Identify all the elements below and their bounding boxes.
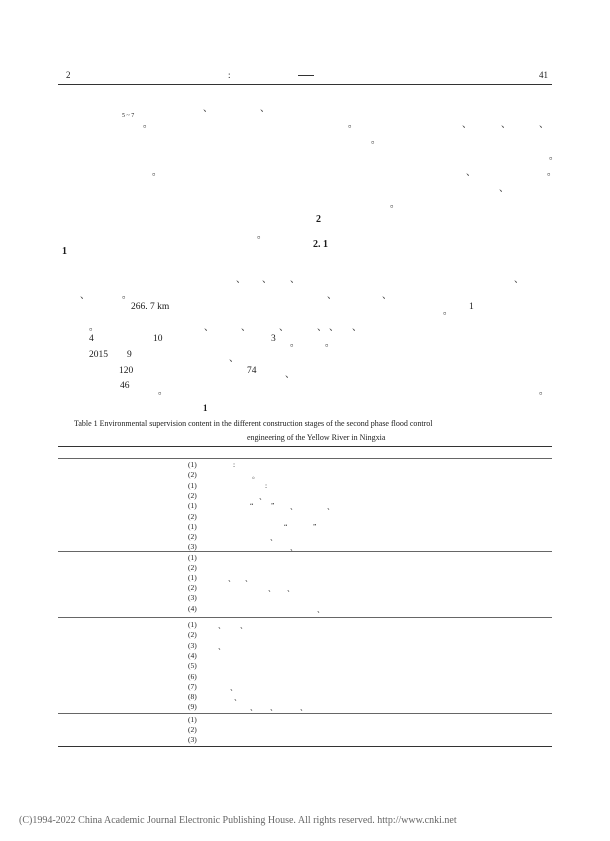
body-fragment: 、 bbox=[466, 168, 476, 178]
table-row-number: (4) bbox=[188, 650, 197, 660]
table-row-mark: 、 bbox=[240, 621, 248, 630]
paragraph-fragment: 、 bbox=[285, 370, 295, 380]
table-row-number: (1) bbox=[188, 620, 197, 629]
paragraph-fragment: 、 bbox=[382, 291, 392, 301]
paragraph-fragment: 、 bbox=[329, 323, 339, 333]
table-row-number: (5) bbox=[188, 661, 197, 671]
paragraph-fragment: 、 bbox=[327, 291, 337, 301]
paragraph-fragment: 、 bbox=[80, 291, 90, 301]
body-fragment: 。 bbox=[257, 231, 267, 241]
body-fragment: 。 bbox=[371, 136, 381, 146]
paragraph-fragment: 。 bbox=[443, 307, 453, 317]
paragraph-fragment: 、 bbox=[262, 275, 272, 285]
paragraph-fragment: 、 bbox=[279, 323, 289, 333]
table-row-number: (2) bbox=[188, 630, 197, 640]
body-fragment: 、 bbox=[462, 120, 472, 130]
table-row-mark: 、 bbox=[290, 502, 298, 512]
table-caption-en-line2: engineering of the Yellow River in Ningxia bbox=[247, 433, 386, 442]
table-row-number: (7) bbox=[188, 681, 197, 691]
paragraph-fragment: 。 bbox=[290, 339, 300, 349]
table-row-number: (2) bbox=[188, 725, 197, 735]
table-row-number: (1) bbox=[188, 521, 197, 531]
paragraph-fragment: 、 bbox=[352, 323, 362, 333]
paragraph-fragment: 4 bbox=[89, 334, 94, 344]
table-row-number: (9) bbox=[188, 702, 197, 712]
paragraph-fragment: 、 bbox=[514, 275, 524, 285]
table-row-number: (2) bbox=[188, 563, 197, 573]
table-row-mark: 、 bbox=[300, 703, 308, 713]
table-group-rule-1 bbox=[58, 551, 552, 552]
table-row-mark: ” bbox=[313, 521, 317, 531]
paragraph-fragment: 10 bbox=[153, 334, 163, 344]
table-row-mark: 、 bbox=[228, 574, 236, 584]
table-header-rule bbox=[58, 458, 552, 459]
table-row-number: (2) bbox=[188, 511, 197, 521]
table-row-mark: 。 bbox=[252, 471, 260, 481]
table-row-mark: 、 bbox=[230, 682, 238, 692]
body-fragment: 、 bbox=[260, 104, 270, 114]
table-row-mark: “ bbox=[250, 501, 254, 511]
paragraph-fragment: 、 bbox=[229, 354, 239, 364]
table-row-number: (8) bbox=[188, 692, 197, 702]
table-row-mark: 、 bbox=[245, 574, 253, 584]
body-fragment: 。 bbox=[549, 152, 559, 162]
paragraph-fragment: 。 bbox=[158, 387, 168, 397]
table-row-mark: : bbox=[265, 480, 268, 490]
table-row-number: (2) bbox=[188, 470, 197, 480]
table-row-number: (6) bbox=[188, 671, 197, 681]
table-row-mark: 、 bbox=[218, 621, 226, 630]
header-colon: : bbox=[228, 70, 231, 80]
paragraph-fragment: 、 bbox=[236, 275, 246, 285]
table-row-mark: 、 bbox=[218, 641, 226, 651]
body-fragment: 。 bbox=[547, 168, 557, 178]
table-top-rule bbox=[58, 446, 552, 447]
table-row-number: (4) bbox=[188, 603, 197, 613]
table-row-number: (3) bbox=[188, 735, 197, 745]
body-fragment: 。 bbox=[152, 168, 162, 178]
paragraph-fragment: 120 bbox=[119, 366, 134, 376]
table-row-mark: 、 bbox=[270, 703, 278, 713]
paragraph-fragment: 3 bbox=[271, 334, 276, 344]
table-caption-en-line1: Table 1 Environmental supervision content in the different construction stages of the second phase flood control bbox=[74, 419, 433, 428]
table-row-number: (1) bbox=[188, 573, 197, 583]
header-page-number: 2 bbox=[66, 70, 71, 80]
body-fragment: 、 bbox=[539, 120, 549, 130]
paragraph-fragment: 46 bbox=[120, 381, 130, 391]
table-row-number: (3) bbox=[188, 593, 197, 603]
table-row-number: (1) bbox=[188, 715, 197, 724]
paragraph-fragment: 266. 7 km bbox=[131, 302, 170, 312]
header-mark-line bbox=[298, 75, 314, 76]
paragraph-fragment: 1 bbox=[469, 302, 474, 312]
paragraph-fragment: 74 bbox=[247, 366, 257, 376]
body-fragment: 、 bbox=[499, 184, 509, 194]
paragraph-fragment: 、 bbox=[317, 323, 327, 333]
header-rule bbox=[58, 84, 552, 85]
paragraph-fragment: 。 bbox=[89, 323, 99, 333]
table-row-mark: : bbox=[233, 460, 236, 469]
table-row-number: (2) bbox=[188, 583, 197, 593]
copyright-footer: (C)1994-2022 China Academic Journal Electronic Publishing House. All rights reserved. http://www.cnki.net bbox=[19, 815, 457, 826]
table-row-mark: 、 bbox=[317, 604, 325, 614]
table-group-rule-2 bbox=[58, 617, 552, 618]
table-row-number: (1) bbox=[188, 501, 197, 511]
paragraph-fragment: 2015 bbox=[89, 350, 108, 360]
body-fragment: 5 ~ 7 bbox=[122, 113, 135, 119]
table-row-number: (1) bbox=[188, 460, 197, 469]
table-row-mark: 、 bbox=[234, 693, 242, 703]
paragraph-fragment: 、 bbox=[290, 275, 300, 285]
section-1-heading: 1 bbox=[62, 246, 67, 257]
table-row-mark: 、 bbox=[287, 584, 295, 594]
table-row-mark: 、 bbox=[270, 533, 278, 543]
table-row-number: (2) bbox=[188, 532, 197, 542]
table-row-mark: 、 bbox=[259, 491, 267, 501]
paragraph-fragment: 、 bbox=[241, 323, 251, 333]
table-row-mark: 、 bbox=[327, 502, 335, 512]
table-bottom-rule bbox=[58, 746, 552, 747]
paragraph-fragment: 。 bbox=[325, 339, 335, 349]
paragraph-fragment: 。 bbox=[122, 291, 132, 301]
body-fragment: 、 bbox=[203, 104, 213, 114]
table-row-mark: “ bbox=[284, 521, 288, 531]
table-row-number: (1) bbox=[188, 480, 197, 490]
section-2-heading: 2 bbox=[316, 214, 321, 225]
body-fragment: 。 bbox=[348, 120, 358, 130]
table-row-number: (2) bbox=[188, 490, 197, 500]
table-row-number: (3) bbox=[188, 640, 197, 650]
paragraph-fragment: 9 bbox=[127, 350, 132, 360]
body-fragment: 、 bbox=[501, 120, 511, 130]
table-row-mark: 、 bbox=[250, 703, 258, 713]
table-row-number: (3) bbox=[188, 542, 197, 552]
table-row-mark: 、 bbox=[268, 584, 276, 594]
header-page-number-right: 41 bbox=[539, 70, 548, 80]
table-row-mark: 、 bbox=[290, 543, 298, 553]
body-fragment: 。 bbox=[143, 120, 153, 130]
table-row-number: (1) bbox=[188, 553, 197, 562]
table-row-mark: ” bbox=[271, 501, 275, 511]
paragraph-fragment: 。 bbox=[539, 387, 549, 397]
table-number: 1 bbox=[203, 403, 208, 413]
paragraph-fragment: 、 bbox=[204, 323, 214, 333]
body-fragment: 。 bbox=[390, 200, 400, 210]
section-2-1-heading: 2. 1 bbox=[313, 239, 328, 250]
